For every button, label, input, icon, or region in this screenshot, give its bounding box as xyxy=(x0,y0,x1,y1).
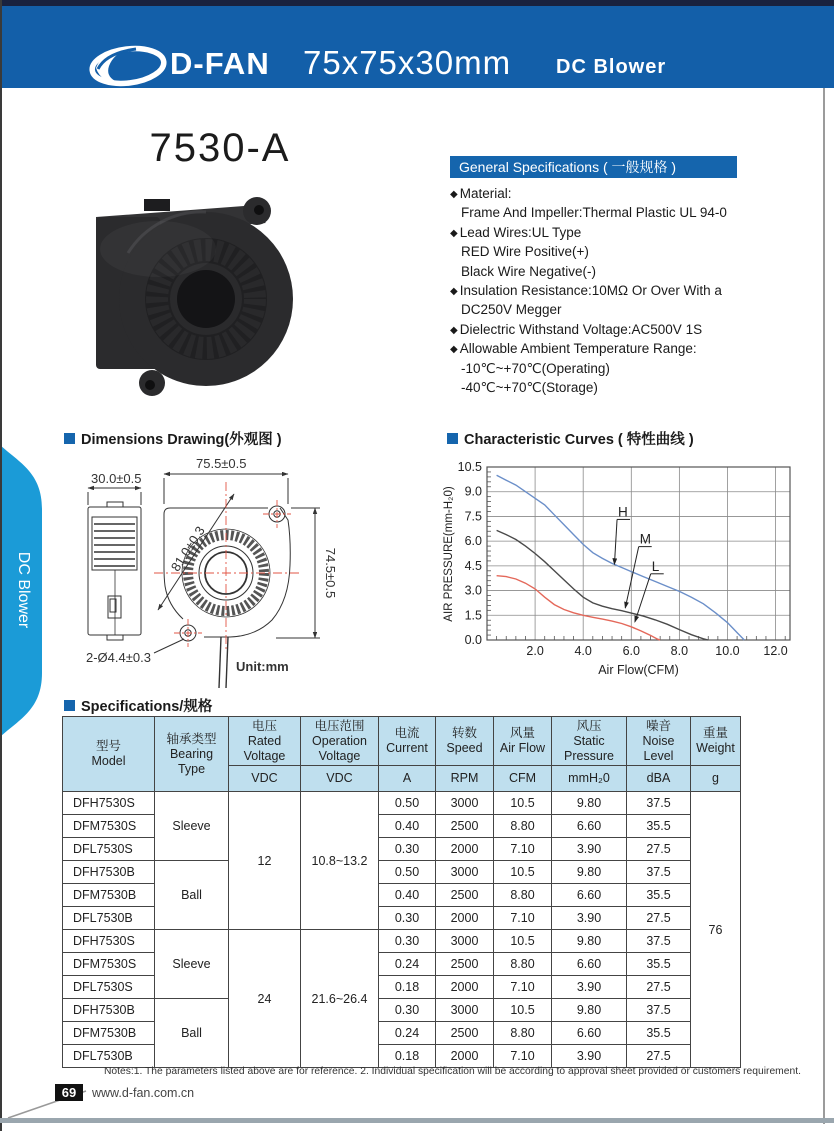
table-cell: 35.5 xyxy=(627,1022,691,1045)
page-left-edge xyxy=(0,0,2,1131)
table-cell: 3000 xyxy=(436,930,494,953)
table-cell: 8.80 xyxy=(494,1022,552,1045)
table-cell: 9.80 xyxy=(552,861,627,884)
characteristic-curves-chart xyxy=(440,452,820,680)
table-cell: DFL7530B xyxy=(63,907,155,930)
side-tab-label: DC Blower xyxy=(15,551,32,629)
table-cell: 3000 xyxy=(436,999,494,1022)
table-cell: 6.60 xyxy=(552,815,627,838)
table-cell: 2500 xyxy=(436,953,494,976)
table-cell: DFL7530S xyxy=(63,976,155,999)
table-cell: Sleeve xyxy=(155,930,229,999)
x-tick-label: 6.0 xyxy=(622,644,640,658)
brand-name: D-FAN xyxy=(170,46,270,81)
dim-width-label: 75.5±0.5 xyxy=(196,456,247,471)
col-header: 型号 Model xyxy=(63,717,155,792)
col-unit: VDC xyxy=(229,766,301,792)
table-cell: 7.10 xyxy=(494,976,552,999)
table-cell: 2000 xyxy=(436,976,494,999)
spec-continuation-line: Frame And Impeller:Thermal Plastic UL 94-0 xyxy=(461,205,727,221)
col-unit: A xyxy=(379,766,436,792)
section-curves-label: Characteristic Curves ( 特性曲线 ) xyxy=(464,432,694,448)
table-cell: 0.18 xyxy=(379,1045,436,1068)
notes-text: Notes:1. The parameters listed above are for reference. 2. Individual specification will be according to approval sheet provided or customers requirement. xyxy=(104,1066,801,1077)
table-cell: 0.24 xyxy=(379,953,436,976)
table-cell: 8.80 xyxy=(494,815,552,838)
y-tick-label: 4.5 xyxy=(464,558,482,573)
curve-label-L: L xyxy=(651,558,660,574)
table-cell: 0.50 xyxy=(379,792,436,815)
spec-continuation-line: -10℃~+70℃(Operating) xyxy=(461,360,610,376)
table-cell: 0.50 xyxy=(379,861,436,884)
table-cell: 10.5 xyxy=(494,930,552,953)
table-cell: Ball xyxy=(155,999,229,1068)
table-cell: 3.90 xyxy=(552,976,627,999)
table-cell: 3.90 xyxy=(552,907,627,930)
table-cell: DFM7530B xyxy=(63,1022,155,1045)
page-bottom-edge xyxy=(0,1118,834,1123)
col-header: 电压 Rated Voltage xyxy=(229,717,301,766)
table-cell: 76 xyxy=(691,792,741,1068)
table-cell: 0.40 xyxy=(379,815,436,838)
table-cell: 0.24 xyxy=(379,1022,436,1045)
x-tick-label: 12.0 xyxy=(763,644,788,658)
spec-bullet-item: ◆ Material: xyxy=(450,186,512,201)
table-cell: 0.18 xyxy=(379,976,436,999)
y-tick-label: 6.0 xyxy=(464,534,482,549)
table-cell: 7.10 xyxy=(494,838,552,861)
chart-y-axis-label: AIR PRESSURE(mm-H₂0) xyxy=(443,486,455,622)
blue-square-icon xyxy=(64,433,75,444)
table-cell: 9.80 xyxy=(552,930,627,953)
table-cell: 37.5 xyxy=(627,861,691,884)
chart-x-axis-label: Air Flow(CFM) xyxy=(598,663,679,677)
table-cell: 0.40 xyxy=(379,884,436,907)
col-unit: dBA xyxy=(627,766,691,792)
curve-label-M: M xyxy=(639,531,651,547)
col-header: 噪音 Noise Level xyxy=(627,717,691,766)
section-specifications-label: Specifications/规格 xyxy=(81,699,213,715)
col-header: 电压范围 Operation Voltage xyxy=(301,717,379,766)
spec-bullet-item: ◆ Allowable Ambient Temperature Range: xyxy=(450,341,697,357)
table-cell: DFH7530B xyxy=(63,999,155,1022)
section-curves xyxy=(447,428,694,449)
product-photo xyxy=(88,193,343,405)
spec-continuation-line: Black Wire Negative(-) xyxy=(461,263,597,279)
table-cell: DFL7530S xyxy=(63,838,155,861)
y-tick-label: 1.5 xyxy=(464,608,482,623)
general-specs-title-bar: General Specifications ( 一般规格 ) xyxy=(450,156,737,178)
table-cell: 3000 xyxy=(436,861,494,884)
table-cell: 2500 xyxy=(436,1022,494,1045)
dimensions-drawing xyxy=(58,450,450,706)
table-cell: 3000 xyxy=(436,792,494,815)
table-row xyxy=(63,930,741,953)
table-cell: 6.60 xyxy=(552,1022,627,1045)
diamond-bullet-icon: ◆ xyxy=(450,324,458,336)
table-cell: 0.30 xyxy=(379,999,436,1022)
product-model-title: 7530-A xyxy=(149,126,291,170)
table-cell: 27.5 xyxy=(627,907,691,930)
dim-depth-label: 30.0±0.5 xyxy=(91,471,142,486)
table-cell: Sleeve xyxy=(155,792,229,861)
table-cell: 35.5 xyxy=(627,884,691,907)
spec-bullet-item: ◆ Lead Wires:UL Type xyxy=(450,224,582,240)
diamond-bullet-icon: ◆ xyxy=(450,227,458,239)
dim-unit-label: Unit:mm xyxy=(236,659,289,674)
table-cell: DFH7530B xyxy=(63,861,155,884)
table-cell: DFL7530B xyxy=(63,1045,155,1068)
section-dimensions xyxy=(64,428,282,449)
table-cell: 37.5 xyxy=(627,999,691,1022)
diamond-bullet-icon: ◆ xyxy=(450,285,458,297)
curve-L xyxy=(497,576,660,640)
table-cell: DFM7530B xyxy=(63,884,155,907)
x-tick-label: 10.0 xyxy=(715,644,740,658)
table-cell: 6.60 xyxy=(552,884,627,907)
col-unit: g xyxy=(691,766,741,792)
dfan-logo-icon xyxy=(84,38,170,94)
product-type: DC Blower xyxy=(556,56,667,78)
col-header: 重量 Weight xyxy=(691,717,741,766)
table-cell: 35.5 xyxy=(627,953,691,976)
col-header: 转数 Speed xyxy=(436,717,494,766)
table-cell: 0.30 xyxy=(379,838,436,861)
spec-continuation-line: -40℃~+70℃(Storage) xyxy=(461,379,598,395)
table-cell: 3.90 xyxy=(552,1045,627,1068)
dim-holes-label: 2-Ø4.4±0.3 xyxy=(86,650,151,665)
spec-table-head xyxy=(63,717,741,792)
table-cell: 2000 xyxy=(436,1045,494,1068)
spec-table xyxy=(62,716,741,1068)
corner-fold-line xyxy=(0,1085,100,1121)
table-row xyxy=(63,999,741,1022)
table-cell: DFM7530S xyxy=(63,953,155,976)
table-cell: 9.80 xyxy=(552,999,627,1022)
table-cell: 27.5 xyxy=(627,1045,691,1068)
col-unit: RPM xyxy=(436,766,494,792)
page-header xyxy=(0,6,834,88)
table-cell: 37.5 xyxy=(627,792,691,815)
col-unit: mmH₂0 xyxy=(552,766,627,792)
x-tick-label: 8.0 xyxy=(670,644,689,658)
spec-table-body xyxy=(63,792,741,1068)
y-tick-label: 7.5 xyxy=(464,509,482,524)
table-cell: DFH7530S xyxy=(63,930,155,953)
table-cell: DFH7530S xyxy=(63,792,155,815)
curve-label-H: H xyxy=(618,504,628,520)
table-cell: 2500 xyxy=(436,815,494,838)
table-row xyxy=(63,861,741,884)
spec-continuation-line: RED Wire Positive(+) xyxy=(461,244,589,260)
table-cell: 7.10 xyxy=(494,907,552,930)
y-tick-label: 10.5 xyxy=(457,460,482,474)
general-specs-list xyxy=(450,184,790,397)
table-cell: DFM7530S xyxy=(63,815,155,838)
spec-bullet-item: ◆ Insulation Resistance:10MΩ Or Over With a xyxy=(450,282,722,298)
table-cell: 2000 xyxy=(436,907,494,930)
table-cell: 12 xyxy=(229,792,301,930)
col-header: 风压 Static Pressure xyxy=(552,717,627,766)
table-row xyxy=(63,792,741,815)
website-link[interactable]: www.d-fan.com.cn xyxy=(92,1086,195,1100)
table-cell: 8.80 xyxy=(494,953,552,976)
diamond-bullet-icon: ◆ xyxy=(450,189,458,200)
col-header: 轴承类型 Bearing Type xyxy=(155,717,229,792)
table-cell: 27.5 xyxy=(627,838,691,861)
page-right-edge xyxy=(823,88,825,1124)
table-cell: 10.5 xyxy=(494,861,552,884)
product-size: 75x75x30mm xyxy=(303,44,512,81)
col-header: 风量 Air Flow xyxy=(494,717,552,766)
x-tick-label: 2.0 xyxy=(526,644,544,658)
y-tick-label: 3.0 xyxy=(464,583,482,598)
table-cell: 6.60 xyxy=(552,953,627,976)
blue-square-icon xyxy=(447,433,458,444)
spec-continuation-line: DC250V Megger xyxy=(461,302,562,318)
y-tick-label: 9.0 xyxy=(464,484,482,499)
table-cell: 0.30 xyxy=(379,907,436,930)
table-cell: 8.80 xyxy=(494,884,552,907)
col-header: 电流 Current xyxy=(379,717,436,766)
section-dimensions-label: Dimensions Drawing(外观图 ) xyxy=(81,432,282,448)
table-cell: 24 xyxy=(229,930,301,1068)
x-tick-label: 4.0 xyxy=(574,644,592,658)
spec-bullet-item: ◆ Dielectric Withstand Voltage:AC500V 1S xyxy=(450,321,703,337)
table-cell: 10.5 xyxy=(494,792,552,815)
table-cell: 2000 xyxy=(436,838,494,861)
y-tick-label: 0.0 xyxy=(464,633,482,647)
table-cell: 2500 xyxy=(436,884,494,907)
table-cell: 10.8~13.2 xyxy=(301,792,379,930)
table-cell: 21.6~26.4 xyxy=(301,930,379,1068)
table-cell: 7.10 xyxy=(494,1045,552,1068)
page-number-badge: 69 xyxy=(55,1084,83,1101)
dim-diagonal-label: 81.0±0.3 xyxy=(167,523,208,575)
table-cell: 0.30 xyxy=(379,930,436,953)
table-cell: 37.5 xyxy=(627,930,691,953)
diamond-bullet-icon: ◆ xyxy=(450,344,458,356)
table-cell: Ball xyxy=(155,861,229,930)
table-cell: 27.5 xyxy=(627,976,691,999)
table-cell: 35.5 xyxy=(627,815,691,838)
table-cell: 9.80 xyxy=(552,792,627,815)
table-cell: 3.90 xyxy=(552,838,627,861)
col-unit: CFM xyxy=(494,766,552,792)
table-cell: 10.5 xyxy=(494,999,552,1022)
col-unit: VDC xyxy=(301,766,379,792)
dim-height-label: 74.5±0.5 xyxy=(323,547,338,599)
